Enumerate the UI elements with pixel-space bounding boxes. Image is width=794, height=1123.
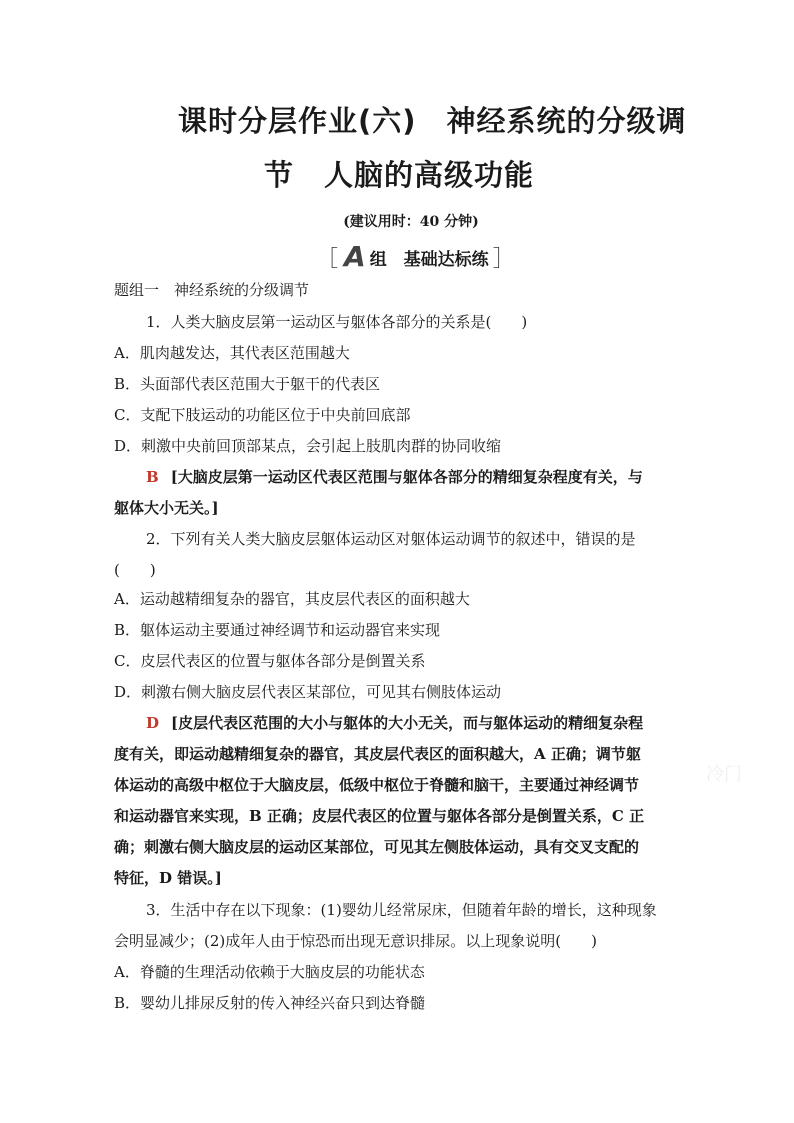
q2-option-a: A．运动越精细复杂的器官，其皮层代表区的面积越大: [114, 590, 470, 608]
q3-stem-cont: 会明显减少；(2)成年人由于惊恐而出现无意识排尿。以上现象说明( ): [114, 932, 597, 950]
q2-explanation-line: 体运动的高级中枢位于大脑皮层，低级中枢位于脊髓和脑干，主要通过神经调节: [114, 776, 640, 794]
q1-stem: 1．人类大脑皮层第一运动区与躯体各部分的关系是( ): [146, 313, 528, 331]
q2-explanation-line: 确；刺激右侧大脑皮层的运动区某部位，可见其左侧肢体运动，具有交叉支配的: [114, 838, 640, 856]
q1-option-a: A．肌肉越发达，其代表区范围越大: [114, 344, 350, 362]
q3-option-a: A．脊髓的生理活动依赖于大脑皮层的功能状态: [114, 963, 425, 981]
q1-explanation-line: 躯体大小无关。]: [114, 499, 219, 517]
group-letter-icon: A: [344, 240, 366, 273]
group-heading: [316, 242, 515, 272]
title-line-1: 课时分层作业(六) 神经系统的分级调: [178, 104, 687, 138]
q1-option-c: C．支配下肢运动的功能区位于中央前回底部: [114, 406, 411, 424]
q2-stem-cont: ( ): [114, 561, 156, 579]
q1-answer: [0, 465, 794, 489]
q3-stem: 3．生活中存在以下现象：(1)婴幼儿经常尿床，但随着年龄的增长，这种现象: [146, 901, 657, 919]
q2-answer-key: D: [146, 714, 160, 732]
q1-explanation-line: [大脑皮层第一运动区代表区范围与躯体各部分的精细复杂程度有关，与: [170, 468, 643, 486]
q2-stem: 2．下列有关人类大脑皮层躯体运动区对躯体运动调节的叙述中，错误的是: [146, 530, 636, 548]
title-line-2: 节 人脑的高级功能: [264, 158, 535, 192]
q2-explanation-line: 和运动器官来实现，B 正确；皮层代表区的位置与躯体各部分是倒置关系，C 正: [114, 807, 645, 825]
group-close-bracket: ］: [492, 246, 515, 272]
q2-option-d: D．刺激右侧大脑皮层代表区某部位，可见其右侧肢体运动: [114, 683, 502, 701]
q2-explanation-line: 特征，D 错误。]: [114, 869, 222, 887]
time-hint: (建议用时：40 分钟): [343, 214, 479, 230]
q1-option-d: D．刺激中央前回顶部某点，会引起上肢肌肉群的协同收缩: [114, 437, 502, 455]
q1-option-b: B．头面部代表区范围大于躯干的代表区: [114, 375, 381, 393]
section-title: 题组一 神经系统的分级调节: [114, 281, 310, 299]
q2-answer: [0, 711, 794, 735]
q2-option-c: C．皮层代表区的位置与躯体各部分是倒置关系: [114, 652, 426, 670]
q1-answer-key: B: [146, 468, 159, 486]
watermark: 冷门: [706, 764, 742, 785]
q2-explanation-line: [皮层代表区范围的大小与躯体的大小无关，而与躯体运动的精细复杂程: [171, 714, 644, 732]
group-open-bracket: ［: [316, 246, 339, 272]
q3-option-b: B．婴幼儿排尿反射的传入神经兴奋只到达脊髓: [114, 994, 426, 1012]
group-label: 组 基础达标练: [369, 249, 489, 270]
q2-option-b: B．躯体运动主要通过神经调节和运动器官来实现: [114, 621, 441, 639]
q2-explanation-line: 度有关，即运动越精细复杂的器官，其皮层代表区的面积越大，A 正确；调节躯: [114, 745, 641, 763]
